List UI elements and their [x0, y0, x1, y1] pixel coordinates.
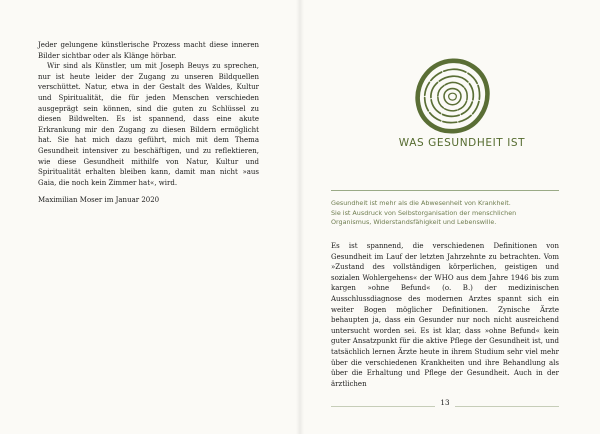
intro-line: Organismus, Widerstandsfähigkeit und Lebenswille.	[331, 218, 497, 227]
book-gutter	[296, 0, 304, 434]
tree-ring-icon	[414, 57, 491, 134]
left-body-text	[38, 40, 259, 188]
divider	[331, 190, 559, 191]
chapter-title: WAS GESUNDHEIT IST	[398, 137, 526, 149]
page-number: 13	[435, 398, 455, 407]
right-body-text	[331, 241, 559, 389]
signature: Maximilian Moser im Januar 2020	[38, 196, 160, 204]
intro-line: Sie ist Ausdruck von Selbstorganisation der menschlichen	[331, 208, 517, 217]
intro-line: Gesundheit ist mehr als die Abwesenheit von Krankheit.	[331, 199, 511, 207]
paragraph: Wir sind als Künstler, um mit Joseph Beuys zu sprechen, nur ist heute leider der Zugang zu unseren Bildquellen verschüttet. Natur, etwa in der Gestalt des Waldes, Kultur und Spiritualität, die für jeden Menschen verschieden ausgeprägt sein können, sind die guten zu Schlüssel zu diesen Bildwelten. Es ist spannend, dass eine akute Erkrankung mir den Zugang zu diesen Bildern ermöglicht hat. Sie hat mich dazu geführt, mich mit dem Thema Gesundheit intensiver zu beschäftigen, und zu reflektieren, wie diese Gesundheit mithilfe von Natur, Kultur und Spiritualität erhalten bleiben kann, damit man nicht »aus Gaia, die noch kein Zimmer hat«, wird.	[38, 62, 259, 187]
paragraph: Es ist spannend, die verschiedenen Definitionen von Gesundheit im Lauf der letzten Jahrzehnte zu betrachten. Vom »Zustand des vollständigen körperlichen, geistigen und sozialen Wohlergehens« der WHO aus dem Jahre 1946 bis zum kargen »ohne Befund« (o. B.) der medizinischen Ausschlussdiagnose des modernen Arztes spannt sich ein weiter Bogen möglicher Definitionen. Zynische Ärzte behaupten ja, dass ein Gesunder nur noch nicht ausreichend untersucht worden sei. Es ist klar, dass »ohne Befund« kein guter Ansatzpunkt für die aktive Pflege der Gesundheit ist, und tatsächlich lernen Ärzte heute in ihrem Studium sehr viel mehr über die verschiedenen Krankheiten und ihre Behandlung als über die Erhaltung und Pflege der Gesundheit. Auch in der ärztlichen	[331, 242, 559, 388]
paragraph: Jeder gelungene künstlerische Prozess macht diese inneren Bilder sichtbar oder als Klänge hörbar.	[38, 41, 259, 60]
intro-text	[331, 199, 559, 228]
